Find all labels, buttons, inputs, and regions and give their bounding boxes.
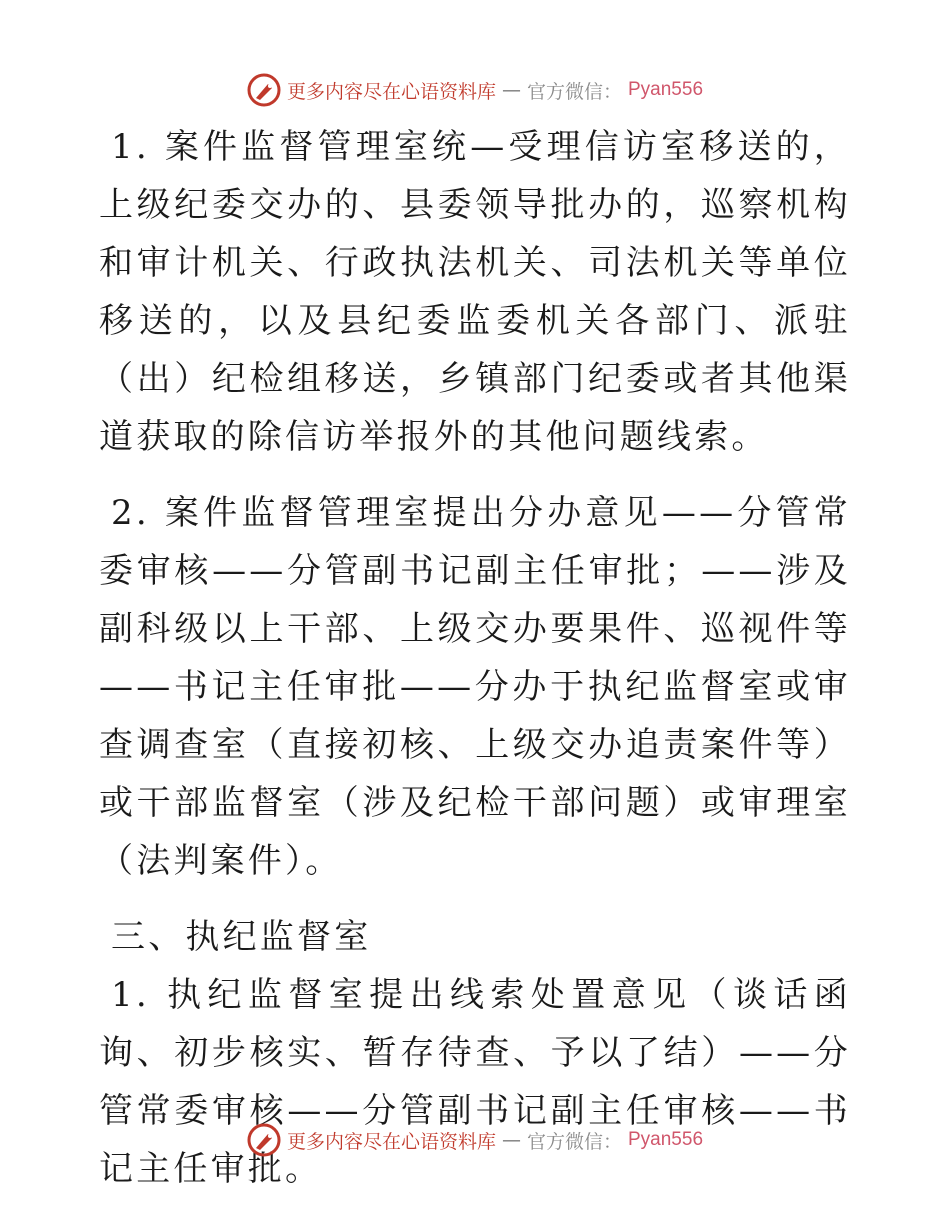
banner-slogan: 更多内容尽在心语资料库 (286, 1130, 496, 1153)
pen-nib-logo-icon (247, 1123, 281, 1157)
banner-slogan: 更多内容尽在心语资料库 (286, 80, 496, 103)
banner-wechat-id: Pyan556 (628, 79, 704, 100)
banner-separator: — (501, 79, 521, 101)
pen-nib-logo-icon (247, 73, 281, 107)
banner-separator: — (501, 1129, 521, 1151)
banner-wechat-id: Pyan556 (628, 1129, 704, 1150)
banner-wechat-label: 官方微信： (526, 80, 622, 103)
paragraph-case-assignment: 2. 案件监督管理室提出分办意见——分管常委审核——分管副书记副主任审批；——涉及副科级以上干部、上级交办要果件、巡视件等——书记主任审批——分办于执纪监督室或审查调查室（直接初核、上级交办追责案件等）或干部监督室（涉及纪检干部问题）或审理室（法判案件）。 (99, 493, 851, 881)
section-heading: 三、执纪监督室 (111, 917, 372, 957)
paragraph-case-intake: 1. 案件监督管理室统—受理信访室移送的，上级纪委交办的、县委领导批办的，巡察机构和审计机关、行政执法机关、司法机关等单位移送的，以及县纪委监委机关各部门、派驻（出）纪检组移送，乡镇部门纪委或者其他渠道获取的除信访举报外的其他问题线索。 (99, 127, 851, 457)
paragraph-clue-disposal: 1. 执纪监督室提出线索处置意见（谈话函询、初步核实、暂存待查、予以了结）——分管常委审核——分管副书记副主任审核——书记主任审批。 (99, 975, 851, 1189)
footer-banner (0, 1120, 950, 1160)
banner-wechat-label: 官方微信： (526, 1130, 622, 1153)
header-banner (0, 70, 950, 110)
document-body (99, 118, 851, 1198)
